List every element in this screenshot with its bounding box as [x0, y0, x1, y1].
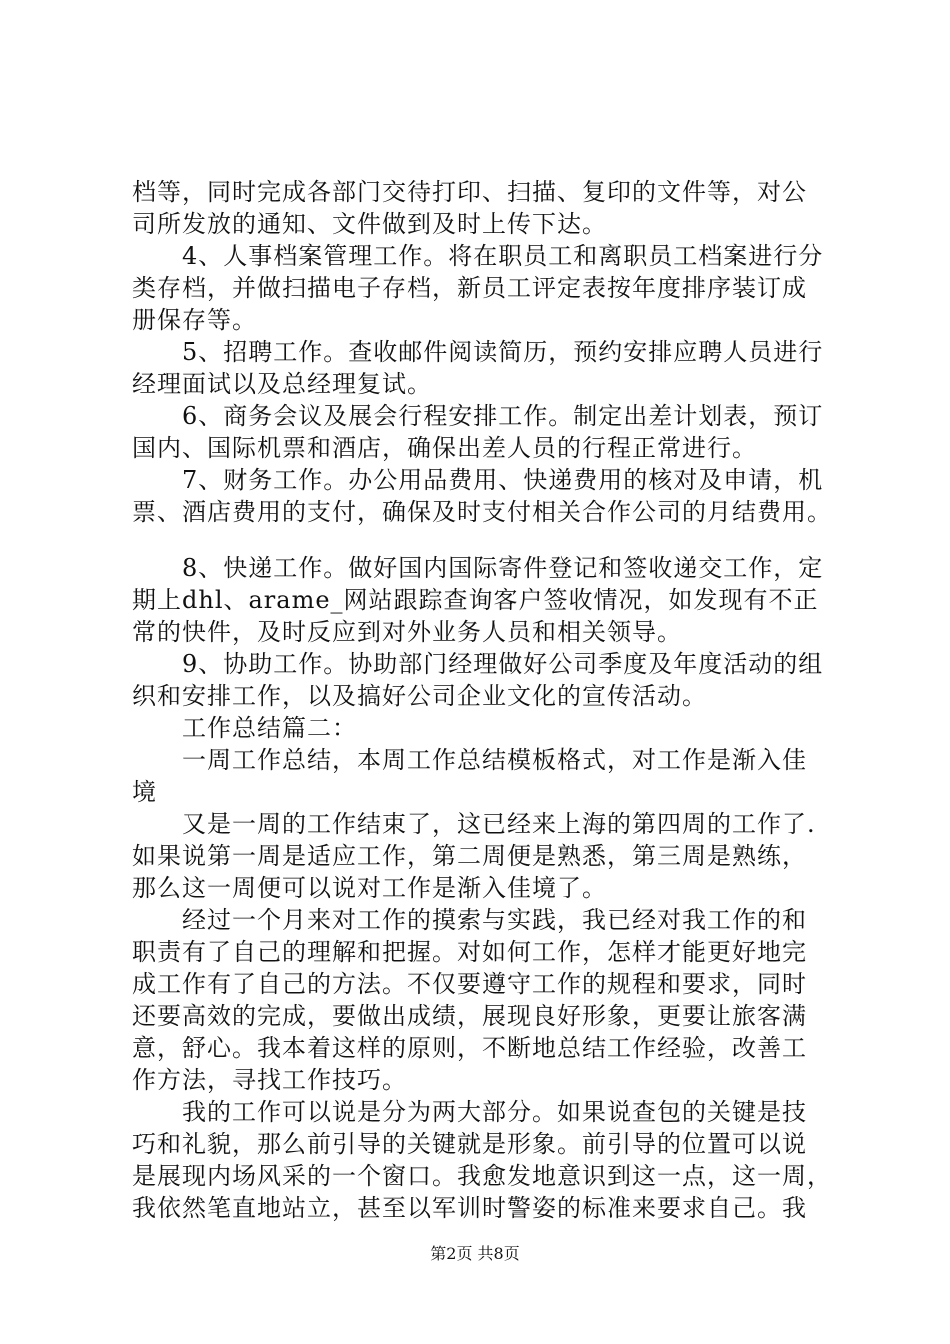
- paragraph-line: 又是一周的工作结束了，这已经来上海的第四周的工作了.: [182, 810, 816, 838]
- paragraph: [132, 240, 838, 336]
- paragraph-line: 票、酒店费用的支付，确保及时支付相关合作公司的月结费用。: [132, 498, 832, 526]
- paragraph-line: 6、商务会议及展会行程安排工作。制定出差计划表，预订: [182, 402, 824, 430]
- paragraph: [132, 808, 838, 904]
- paragraph-line: 类存档，并做扫描电子存档，新员工评定表按年度排序装订成: [132, 274, 807, 302]
- paragraph-line: 意，舒心。我本着这样的原则，不断地总结工作经验，改善工: [132, 1034, 807, 1062]
- paragraph-line: 织和安排工作，以及搞好公司企业文化的宣传活动。: [132, 682, 707, 710]
- paragraph-line: 职责有了自己的理解和把握。对如何工作，怎样才能更好地完: [132, 938, 807, 966]
- paragraph-line: 我依然笔直地站立，甚至以军训时警姿的标准来要求自己。我: [132, 1194, 807, 1222]
- paragraph: [132, 1096, 838, 1224]
- paragraph-line: 还要高效的完成，要做出成绩，展现良好形象，更要让旅客满: [132, 1002, 807, 1030]
- paragraph-line: 巧和礼貌，那么前引导的关键就是形象。前引导的位置可以说: [132, 1130, 807, 1158]
- paragraph-line: 5、招聘工作。查收邮件阅读简历，预约安排应聘人员进行: [182, 338, 824, 366]
- paragraph: [132, 176, 838, 240]
- paragraph-line: 一周工作总结，本周工作总结模板格式，对工作是渐入佳: [182, 746, 807, 774]
- paragraph-line: 境: [132, 778, 157, 806]
- paragraph-line: 期上dhl、arame_网站跟踪查询客户签收情况，如发现有不正: [132, 586, 819, 614]
- paragraph: [132, 552, 838, 648]
- paragraph-line: 9、协助工作。协助部门经理做好公司季度及年度活动的组: [182, 650, 824, 678]
- paragraph-line: 7、财务工作。办公用品费用、快递费用的核对及申请，机: [182, 466, 824, 494]
- paragraph-line: 册保存等。: [132, 306, 257, 334]
- paragraph-line: 如果说第一周是适应工作，第二周便是熟悉，第三周是熟练，: [132, 842, 807, 870]
- paragraph-line: 是展现内场风采的一个窗口。我愈发地意识到这一点，这一周，: [132, 1162, 832, 1190]
- paragraph-line: 档等，同时完成各部门交待打印、扫描、复印的文件等，对公: [132, 178, 807, 206]
- paragraph-line: 作方法，寻找工作技巧。: [132, 1066, 407, 1094]
- paragraph: [132, 648, 838, 712]
- page-footer: 第2页 共8页: [430, 1244, 520, 1263]
- paragraph-line: 8、快递工作。做好国内国际寄件登记和签收递交工作，定: [182, 554, 824, 582]
- paragraph: [132, 400, 838, 464]
- paragraph-line: 工作总结篇二：: [182, 714, 357, 742]
- paragraph-line: 4、人事档案管理工作。将在职员工和离职员工档案进行分: [182, 242, 824, 270]
- paragraph-line: 成工作有了自己的方法。不仅要遵守工作的规程和要求，同时: [132, 970, 807, 998]
- paragraph-line: 国内、国际机票和酒店，确保出差人员的行程正常进行。: [132, 434, 757, 462]
- paragraph-line: 经理面试以及总经理复试。: [132, 370, 432, 398]
- paragraph: [132, 336, 838, 400]
- paragraph-line: 司所发放的通知、文件做到及时上传下达。: [132, 210, 607, 238]
- paragraph-line: 那么这一周便可以说对工作是渐入佳境了。: [132, 874, 607, 902]
- paragraph: [132, 904, 838, 1096]
- document-body: [132, 176, 838, 1224]
- paragraph-line: 我的工作可以说是分为两大部分。如果说查包的关键是技: [182, 1098, 807, 1126]
- paragraph-line: 经过一个月来对工作的摸索与实践，我已经对我工作的和: [182, 906, 807, 934]
- paragraph: [132, 464, 838, 528]
- paragraph: [132, 744, 838, 808]
- paragraph-line: 常的快件，及时反应到对外业务人员和相关领导。: [132, 618, 682, 646]
- paragraph-gap: [132, 528, 838, 552]
- paragraph: [132, 712, 838, 744]
